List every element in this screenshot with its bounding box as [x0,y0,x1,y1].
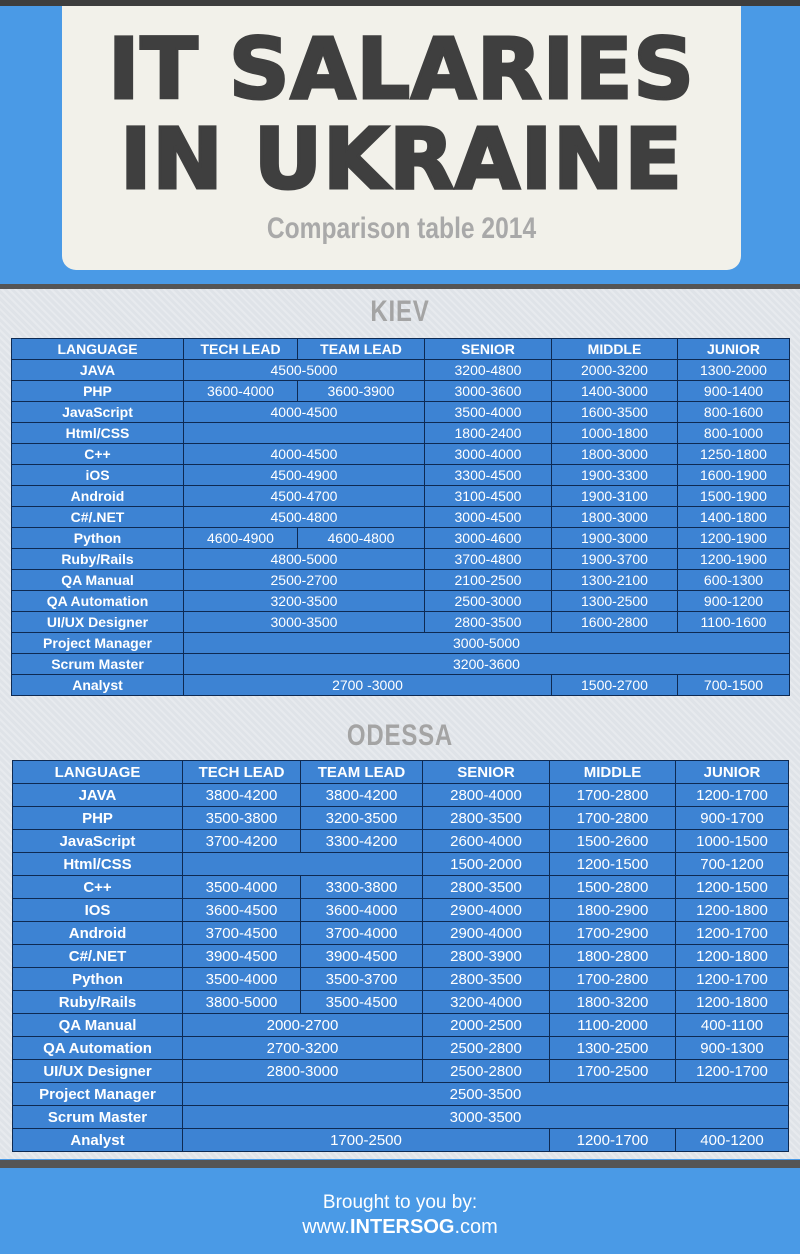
salary-cell: 1200-1900 [678,528,790,549]
salary-cell [183,853,423,876]
table-row [12,570,790,591]
column-header: MIDDLE [552,339,678,360]
url-brand: INTERSOG [350,1216,455,1238]
salary-cell: 900-1400 [678,381,790,402]
salary-cell: 2800-3900 [423,945,550,968]
language-cell: iOS [12,465,184,486]
salary-cell: 3700-4200 [183,830,301,853]
salary-cell: 1200-1700 [676,784,789,807]
footer [0,1170,800,1254]
salary-cell: 3000-4600 [425,528,552,549]
salary-cell: 3200-3500 [184,591,425,612]
salary-cell: 2000-2500 [423,1014,550,1037]
table-row [13,1106,789,1129]
column-header: TEAM LEAD [298,339,425,360]
page-title-line1: IT SALARIES [108,20,695,118]
table-row [13,784,789,807]
salary-cell: 1200-1700 [676,922,789,945]
salary-cell: 400-1100 [676,1014,789,1037]
salary-cell: 1250-1800 [678,444,790,465]
table-row [13,1129,789,1152]
salary-cell: 3600-4000 [301,899,423,922]
salary-cell: 3900-4500 [301,945,423,968]
language-cell: Html/CSS [12,423,184,444]
table-row [13,899,789,922]
salary-cell: 1200-1800 [676,899,789,922]
salary-cell: 1500-2800 [550,876,676,899]
language-cell: Android [12,486,184,507]
salary-cell: 1000-1500 [676,830,789,853]
salary-cell: 3300-4500 [425,465,552,486]
table-row [12,423,790,444]
page-subtitle: Comparison table 2014 [266,212,537,245]
footer-credit: Brought to you by: [322,1192,478,1213]
language-cell: Scrum Master [12,654,184,675]
column-header: TECH LEAD [184,339,298,360]
city-title-kiev: KIEV [370,295,430,328]
salary-cell: 1800-3200 [550,991,676,1014]
salary-cell: 2500-3500 [183,1083,789,1106]
salary-cell: 1700-2500 [183,1129,550,1152]
salary-cell: 1500-2700 [552,675,678,696]
salary-cell: 2800-3500 [425,612,552,633]
table-row [12,360,790,381]
salary-cell: 3000-3500 [184,612,425,633]
salary-cell: 1700-2900 [550,922,676,945]
salary-cell: 900-1200 [678,591,790,612]
salary-cell: 1400-1800 [678,507,790,528]
salary-cell: 3000-4500 [425,507,552,528]
salary-cell: 2700 -3000 [184,675,552,696]
salary-cell: 1800-2800 [550,945,676,968]
salary-cell: 1700-2500 [550,1060,676,1083]
table-row [13,1037,789,1060]
table-row [12,591,790,612]
salary-cell: 1100-2000 [550,1014,676,1037]
table-row [12,675,790,696]
salary-cell: 2000-3200 [552,360,678,381]
salary-cell: 2900-4000 [423,899,550,922]
salary-cell: 1200-1800 [676,991,789,1014]
language-cell: QA Automation [12,591,184,612]
salary-cell: 3500-4000 [425,402,552,423]
salary-cell: 1600-3500 [552,402,678,423]
salary-cell: 3500-4500 [301,991,423,1014]
table-row [13,991,789,1014]
salary-cell: 4600-4800 [298,528,425,549]
column-header: TECH LEAD [183,761,301,784]
city-title-odessa: ODESSA [346,719,454,752]
salary-cell: 3200-4000 [423,991,550,1014]
language-cell: IOS [13,899,183,922]
salary-cell: 1200-1700 [676,1060,789,1083]
salary-cell: 4800-5000 [184,549,425,570]
salary-cell: 3000-3600 [425,381,552,402]
table-row [13,830,789,853]
salary-cell: 3300-4200 [301,830,423,853]
salary-cell: 3000-3500 [183,1106,789,1129]
table-row [12,381,790,402]
salary-cell: 4500-4700 [184,486,425,507]
salary-cell: 4600-4900 [184,528,298,549]
salary-cell: 1500-2000 [423,853,550,876]
salary-cell: 4000-4500 [184,444,425,465]
table-row [12,633,790,654]
salary-cell: 1800-3000 [552,507,678,528]
language-cell: UI/UX Designer [12,612,184,633]
salary-cell: 3200-4800 [425,360,552,381]
salary-cell: 1700-2800 [550,807,676,830]
salary-cell: 3000-4000 [425,444,552,465]
salary-cell: 4500-4800 [184,507,425,528]
table-row [12,444,790,465]
table-row [12,486,790,507]
salary-cell: 3800-4200 [183,784,301,807]
salary-cell: 2800-3500 [423,807,550,830]
column-header: SENIOR [425,339,552,360]
language-cell: JavaScript [13,830,183,853]
salary-cell: 600-1300 [678,570,790,591]
column-header: LANGUAGE [13,761,183,784]
language-cell: Ruby/Rails [12,549,184,570]
url-prefix: www. [302,1216,350,1238]
salary-cell: 1500-1900 [678,486,790,507]
salary-cell: 2600-4000 [423,830,550,853]
table-row [13,876,789,899]
table-row [12,507,790,528]
salary-cell: 1900-3000 [552,528,678,549]
language-cell: Project Manager [12,633,184,654]
page-title-line2: IN UKRAINE [120,110,683,208]
language-cell: Android [13,922,183,945]
salary-cell: 700-1500 [678,675,790,696]
table-row [13,853,789,876]
salary-cell: 3500-3800 [183,807,301,830]
salary-cell: 3200-3600 [184,654,790,675]
language-cell: JAVA [12,360,184,381]
salary-cell: 3700-4800 [425,549,552,570]
language-cell: UI/UX Designer [13,1060,183,1083]
salary-cell: 2800-3000 [183,1060,423,1083]
salary-cell: 1600-1900 [678,465,790,486]
column-header: JUNIOR [676,761,789,784]
salary-cell: 1200-1800 [676,945,789,968]
language-cell: Python [13,968,183,991]
salary-cell: 1800-3000 [552,444,678,465]
salary-cell: 1900-3100 [552,486,678,507]
table-row [12,549,790,570]
salary-cell: 2500-2800 [423,1060,550,1083]
salary-cell: 1300-2500 [552,591,678,612]
salary-cell: 1900-3700 [552,549,678,570]
salary-cell: 3800-4200 [301,784,423,807]
language-cell: C++ [13,876,183,899]
salary-cell: 2800-3500 [423,968,550,991]
language-cell: Html/CSS [13,853,183,876]
salary-cell: 1000-1800 [552,423,678,444]
table-row [13,1014,789,1037]
table-row [12,528,790,549]
salary-cell [184,423,425,444]
odessa-salary-table [12,760,789,1152]
language-cell: Python [12,528,184,549]
language-cell: PHP [12,381,184,402]
column-header: LANGUAGE [12,339,184,360]
salary-cell: 1300-2000 [678,360,790,381]
column-header: JUNIOR [678,339,790,360]
salary-cell: 900-1700 [676,807,789,830]
salary-cell: 2000-2700 [183,1014,423,1037]
table-row [12,654,790,675]
salary-cell: 400-1200 [676,1129,789,1152]
table-row [13,1083,789,1106]
salary-cell: 1200-1700 [550,1129,676,1152]
salary-cell: 3600-3900 [298,381,425,402]
salary-cell: 1300-2500 [550,1037,676,1060]
table-row [13,922,789,945]
table-row [12,612,790,633]
language-cell: C++ [12,444,184,465]
salary-cell: 2500-2800 [423,1037,550,1060]
language-cell: QA Manual [13,1014,183,1037]
language-cell: C#/.NET [13,945,183,968]
table-row [13,968,789,991]
language-cell: QA Manual [12,570,184,591]
salary-cell: 1900-3300 [552,465,678,486]
salary-cell: 3200-3500 [301,807,423,830]
salary-cell: 700-1200 [676,853,789,876]
salary-cell: 3900-4500 [183,945,301,968]
column-header: MIDDLE [550,761,676,784]
salary-cell: 1600-2800 [552,612,678,633]
footer-divider [0,1160,800,1168]
salary-cell: 3700-4000 [301,922,423,945]
salary-cell: 3000-5000 [184,633,790,654]
salary-cell: 2800-4000 [423,784,550,807]
language-cell: PHP [13,807,183,830]
salary-cell: 3600-4500 [183,899,301,922]
salary-cell: 1800-2900 [550,899,676,922]
column-header: TEAM LEAD [301,761,423,784]
language-cell: QA Automation [13,1037,183,1060]
kiev-salary-table [11,338,790,696]
salary-cell: 800-1600 [678,402,790,423]
salary-cell: 4500-4900 [184,465,425,486]
salary-cell: 1200-1500 [550,853,676,876]
footer-url[interactable] [0,1216,800,1239]
salary-cell: 3700-4500 [183,922,301,945]
salary-cell: 1500-2600 [550,830,676,853]
salary-cell: 2800-3500 [423,876,550,899]
url-suffix: .com [454,1216,498,1238]
salary-cell: 800-1000 [678,423,790,444]
salary-cell: 1400-3000 [552,381,678,402]
table-row [13,807,789,830]
salary-cell: 1200-1500 [676,876,789,899]
salary-cell: 2500-3000 [425,591,552,612]
salary-cell: 2100-2500 [425,570,552,591]
salary-cell: 1200-1900 [678,549,790,570]
salary-cell: 2700-3200 [183,1037,423,1060]
salary-cell: 1300-2100 [552,570,678,591]
language-cell: JavaScript [12,402,184,423]
salary-cell: 3500-3700 [301,968,423,991]
column-header: SENIOR [423,761,550,784]
table-header-row [13,761,789,784]
salary-cell: 2900-4000 [423,922,550,945]
salary-cell: 4500-5000 [184,360,425,381]
salary-cell: 1700-2800 [550,784,676,807]
language-cell: C#/.NET [12,507,184,528]
table-row [13,1060,789,1083]
salary-cell: 900-1300 [676,1037,789,1060]
salary-cell: 1200-1700 [676,968,789,991]
salary-cell: 2500-2700 [184,570,425,591]
salary-cell: 3600-4000 [184,381,298,402]
header-card [62,6,741,270]
salary-cell: 1800-2400 [425,423,552,444]
salary-cell: 3100-4500 [425,486,552,507]
salary-cell: 3800-5000 [183,991,301,1014]
salary-cell: 3500-4000 [183,968,301,991]
language-cell: JAVA [13,784,183,807]
salary-cell: 1700-2800 [550,968,676,991]
salary-cell: 1100-1600 [678,612,790,633]
salary-cell: 3300-3800 [301,876,423,899]
language-cell: Scrum Master [13,1106,183,1129]
table-row [12,465,790,486]
salary-cell: 3500-4000 [183,876,301,899]
table-row [13,945,789,968]
salary-cell: 4000-4500 [184,402,425,423]
language-cell: Analyst [13,1129,183,1152]
language-cell: Analyst [12,675,184,696]
language-cell: Ruby/Rails [13,991,183,1014]
table-header-row [12,339,790,360]
table-row [12,402,790,423]
language-cell: Project Manager [13,1083,183,1106]
